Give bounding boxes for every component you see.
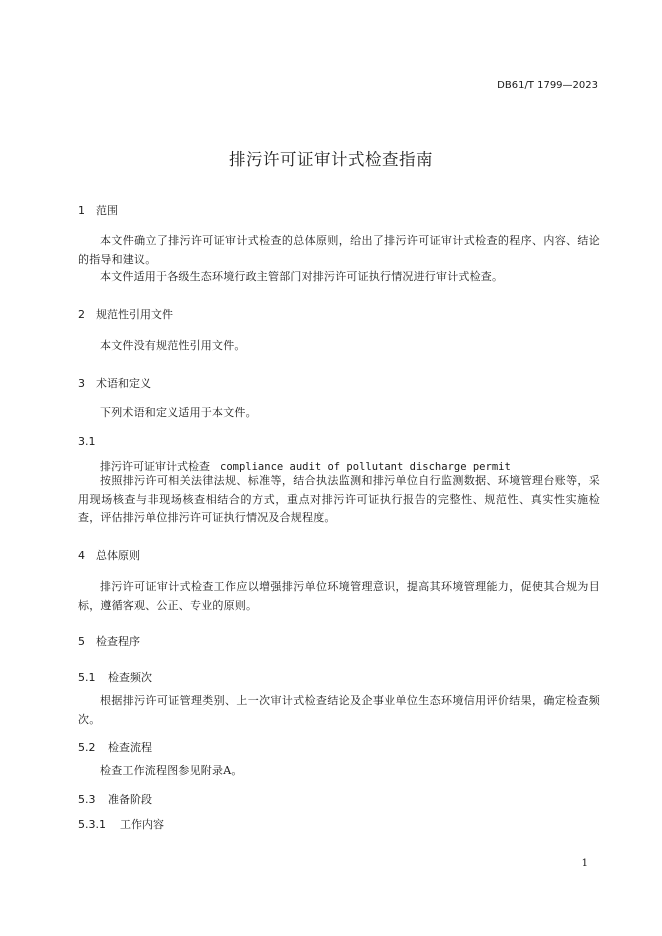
section-title: 工作内容 — [120, 818, 164, 831]
section-5-1-heading — [78, 669, 152, 685]
section-number: 5.3 — [78, 793, 96, 806]
section-number: 5 — [78, 635, 85, 648]
paragraph: 根据排污许可证管理类别、上一次审计式检查结论及企事业单位生态环境信用评价结果，确定检查频次。 — [78, 694, 600, 726]
section-5-heading — [78, 633, 140, 649]
paragraph: 本文件确立了排污许可证审计式检查的总体原则，给出了排污许可证审计式检查的程序、内容、结论的指导和建议。 — [78, 234, 600, 266]
section-number: 5.3.1 — [78, 818, 106, 831]
section-3-1-heading — [78, 435, 96, 448]
section-title: 规范性引用文件 — [96, 308, 173, 321]
section-number: 3 — [78, 377, 85, 390]
section-5-2-heading — [78, 739, 152, 755]
section-number: 3.1 — [78, 435, 96, 448]
section-2-heading — [78, 306, 173, 322]
section-number: 5.1 — [78, 671, 96, 684]
section-title: 术语和定义 — [96, 377, 151, 390]
section-title: 总体原则 — [96, 549, 140, 562]
page-number: 1 — [581, 858, 588, 869]
section-title: 检查程序 — [96, 635, 140, 648]
section-3-heading — [78, 375, 151, 391]
section-number: 4 — [78, 549, 85, 562]
document-code: DB61/T 1799—2023 — [497, 80, 598, 91]
term-chinese: 排污许可证审计式检查 — [100, 460, 210, 473]
section-number: 5.2 — [78, 741, 96, 754]
paragraph: 本文件没有规范性引用文件。 — [100, 339, 246, 352]
section-title: 检查频次 — [108, 671, 152, 684]
section-number: 2 — [78, 308, 85, 321]
paragraph: 下列术语和定义适用于本文件。 — [100, 406, 257, 419]
term-definition: 按照排污许可相关法律法规、标准等，结合执法监测和排污单位自行监测数据、环境管理台账等，采用现场核查与非现场核查相结合的方式，重点对排污许可证执行报告的完整性、规范性、真实性实施检查，评估排污单位排污许可证执行情况及合规程度。 — [78, 474, 600, 524]
section-title: 准备阶段 — [108, 793, 152, 806]
section-4-heading — [78, 547, 140, 563]
section-number: 1 — [78, 204, 85, 217]
document-title: 排污许可证审计式检查指南 — [229, 150, 433, 169]
section-1-heading — [78, 202, 118, 218]
section-5-3-1-heading — [78, 816, 164, 832]
paragraph: 检查工作流程图参见附录A。 — [100, 764, 243, 777]
term-english: compliance audit of pollutant discharge permit — [220, 461, 511, 473]
paragraph: 本文件适用于各级生态环境行政主管部门对排污许可证执行情况进行审计式检查。 — [100, 270, 504, 283]
section-title: 检查流程 — [108, 741, 152, 754]
section-5-3-heading — [78, 791, 152, 807]
section-title: 范围 — [96, 204, 118, 217]
paragraph: 排污许可证审计式检查工作应以增强排污单位环境管理意识，提高其环境管理能力，促使其合规为目标，遵循客观、公正、专业的原则。 — [78, 580, 600, 612]
